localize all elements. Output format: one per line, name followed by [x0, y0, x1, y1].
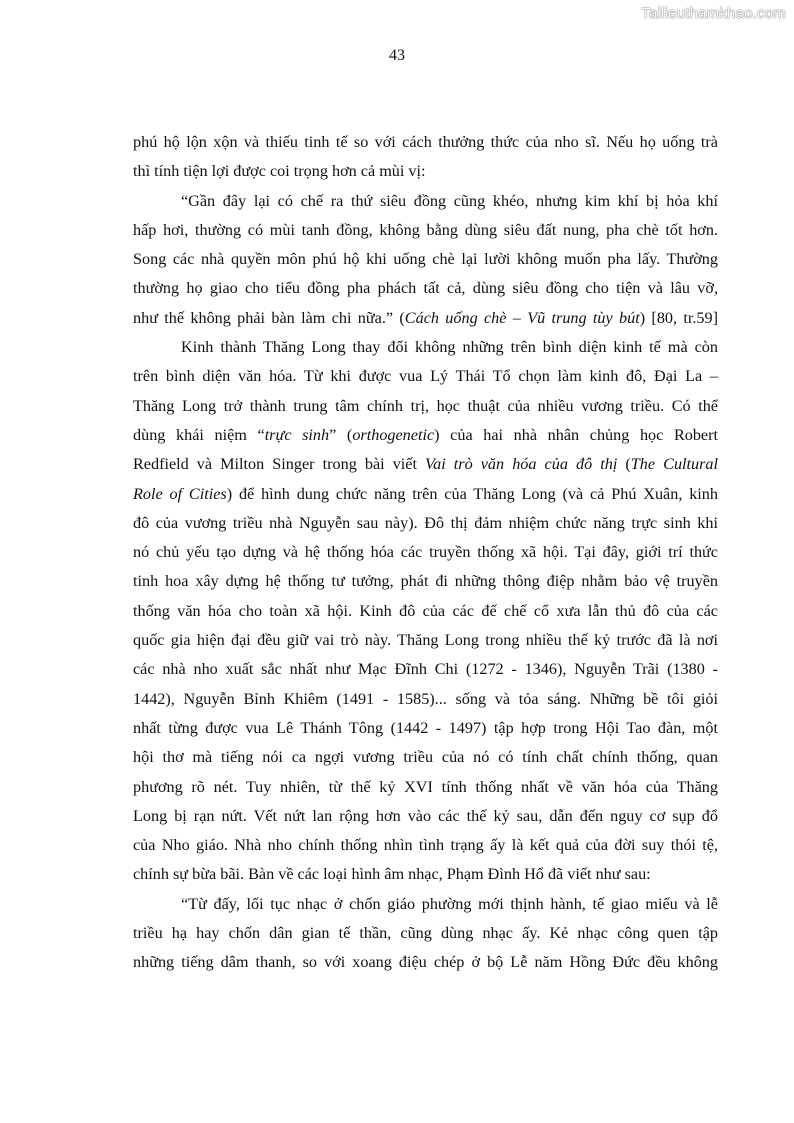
text-line: thường họ giao cho tiểu đồng pha phách tất cả, dùng siêu đồng cho tiện và lâu vỡ,: [133, 279, 718, 298]
term-italic: trực sinh: [264, 425, 330, 444]
text-line: quốc gia hiện đại đều giữ vai trò này. Thăng Long trong nhiều thế kỷ trước đã là nơi: [133, 631, 718, 650]
text-line: [133, 450, 718, 479]
document-body: [133, 128, 718, 978]
text-line: trên bình diện văn hóa. Từ khi được vua Lý Thái Tổ chọn làm kinh đô, Đại La –: [133, 367, 718, 386]
text-line: hấp hơi, thường có mùi tanh đồng, không bằng dùng siêu đất nung, pha chè tốt hơn.: [133, 220, 718, 239]
text-line: [133, 421, 718, 450]
source-title: Cách uống chè – Vũ trung tùy bút: [404, 308, 640, 327]
text-line: tinh hoa xây dựng hệ thống tư tưởng, phát đi những thông điệp nhằm bảo vệ truyền: [133, 572, 718, 591]
term-italic: orthogenetic: [352, 425, 435, 444]
watermark: Tailieuthamkhao.com: [641, 5, 786, 22]
text-line: nó chủ yếu tạo dựng và hệ thống hóa các truyền thống xã hội. Tại đây, giới trí thức: [133, 543, 718, 562]
text-line: Kinh thành Thăng Long thay đổi không những trên bình diện kinh tế mà còn: [181, 338, 718, 357]
text-line: các nhà nho xuất sắc nhất như Mạc Đĩnh Chi (1272 - 1346), Nguyễn Trãi (1380 -: [133, 660, 718, 679]
text-line: chính sự bừa bãi. Bàn về các loại hình âm nhạc, Phạm Đình Hổ đã viết như sau:: [133, 865, 651, 884]
text-line: phú hộ lộn xộn và thiếu tinh tế so với cách thưởng thức của nho sĩ. Nếu họ uống trà: [133, 133, 718, 151]
page-number: 43: [389, 47, 405, 64]
text-line: “Gần đây lại có chế ra thứ siêu đồng cũng khéo, nhưng kim khí bị hỏa khí: [181, 191, 718, 210]
paragraph-2: [133, 333, 718, 890]
text-line: thì tính tiện lợi được coi trọng hơn cả mùi vị:: [133, 162, 426, 181]
citation: ) [80, tr.59]: [639, 308, 719, 327]
work-title: The Cultural: [630, 455, 719, 474]
quote-1: [133, 187, 718, 333]
text-line: phương rõ nét. Tuy nhiên, từ thế kỷ XVI tính thống nhất về văn hóa của Thăng: [133, 777, 718, 796]
work-title: Role of Cities: [133, 484, 227, 503]
text-line: đô của vương triều nhà Nguyễn sau này). Đô thị đảm nhiệm chức năng trực sinh khi: [133, 513, 718, 532]
text-line: Long bị rạn nứt. Vết nứt lan rộng hơn vào các thế kỷ sau, dẫn đến nguy cơ sụp đổ: [133, 806, 718, 825]
work-title: Vai trò văn hóa của đô thị: [425, 455, 618, 474]
text-span: dùng khái niệm “: [133, 425, 265, 444]
text-line: [133, 480, 718, 509]
text-line: của Nho giáo. Nhà nho chính thống nhìn tình trạng ấy là kết quả của đời suy thói tệ,: [133, 836, 718, 855]
text-span: Redfield và Milton Singer trong bài viết: [133, 455, 426, 474]
text-line: hội thơ mà tiếng nói ca ngợi vương triều của nó có tính chất chính thống, quan: [133, 748, 718, 767]
text-span: như thế không phải bàn làm chi nữa.” (: [133, 308, 405, 327]
text-span: ) của hai nhà nhân chủng học Robert: [434, 425, 719, 444]
text-line: Song các nhà quyền môn phú hộ khi uống chè lại lười không muốn pha lấy. Thường: [133, 250, 718, 269]
text-span: (: [617, 455, 631, 474]
text-line: 1442), Nguyễn Bỉnh Khiêm (1491 - 1585)... sống và tỏa sáng. Những bề tôi giỏi: [133, 689, 718, 708]
text-line: Thăng Long trở thành trung tâm chính trị, học thuật của nhiều vương triều. Có thể: [133, 396, 718, 415]
text-line: [133, 304, 718, 333]
paragraph-1: [133, 128, 718, 187]
text-span: ” (: [329, 425, 353, 444]
text-line: thống văn hóa cho toàn xã hội. Kinh đô của các đế chế cổ xưa lẫn thủ đô của các: [133, 601, 718, 620]
quote-2: [133, 890, 718, 978]
text-line: nhất từng được vua Lê Thánh Tông (1442 - 1497) tập hợp trong Hội Tao đàn, một: [133, 718, 718, 737]
text-line: “Từ đấy, lối tục nhạc ở chốn giáo phường mới thịnh hành, tế giao miếu và lễ: [181, 894, 718, 913]
text-line: triều hạ hay chốn dân gian tế thần, cũng dùng nhạc ấy. Kẻ nhạc công quen tập: [133, 924, 718, 943]
text-line: những tiếng dâm thanh, so với xoang điệu chép ở bộ Lễ năm Hồng Đức đều không: [133, 953, 718, 972]
text-span: ) để hình dung chức năng trên của Thăng Long (và cả Phú Xuân, kinh: [226, 484, 718, 503]
